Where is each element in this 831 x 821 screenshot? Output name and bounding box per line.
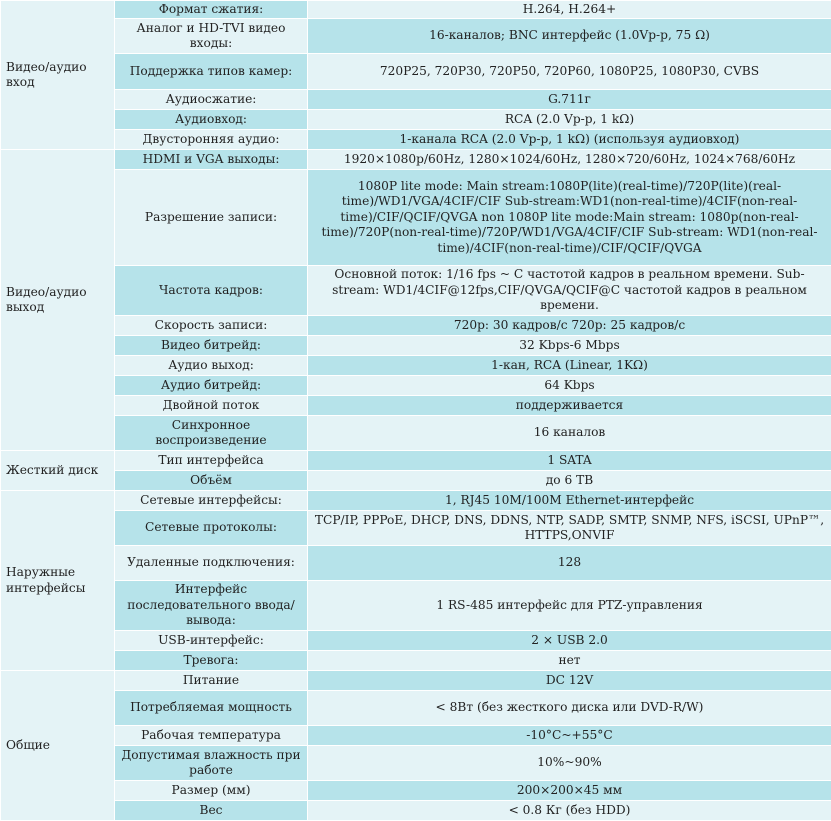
spec-value: 1 SATA xyxy=(308,451,831,471)
spec-value: < 8Вт (без жесткого диска или DVD-R/W) xyxy=(308,691,831,726)
spec-value: 16-каналов; BNC интерфейс (1.0Vp-p, 75 Ω) xyxy=(308,19,831,54)
spec-value: 720P25, 720P30, 720P50, 720P60, 1080P25, 1080P30, CVBS xyxy=(308,54,831,90)
spec-label: Формат сжатия: xyxy=(115,1,308,19)
spec-value: 1080P lite mode: Main stream:1080P(lite)(real-time)/720P(lite)(real-time)/WD1/VGA/4CIF/CIF Sub-stream:WD1(non-real-time)/4CIF(non-real-time)/CIF/QCIF/QVGA non 1080P lite mode:Main stream: 1080p(non-real-time)/720P(non-real-time)/720P/WD1/VGA/4CIF/CIF Sub-stream: WD1(non-real-time)/4CIF(non-real-time)/CIF/QCIF/QVGA xyxy=(308,170,831,266)
category-cell: Видео/аудио вход xyxy=(1,1,115,150)
spec-label: Потребляемая мощность xyxy=(115,691,308,726)
spec-label: Частота кадров: xyxy=(115,266,308,316)
category-cell: Жесткий диск xyxy=(1,451,115,491)
spec-label: Сетевые интерфейсы: xyxy=(115,491,308,511)
category-cell: Общие xyxy=(1,671,115,821)
spec-value: 200×200×45 мм xyxy=(308,781,831,801)
spec-value: 64 Kbps xyxy=(308,376,831,396)
spec-label: Удаленные подключения: xyxy=(115,546,308,581)
spec-label: Тревога: xyxy=(115,651,308,671)
spec-value: поддерживается xyxy=(308,396,831,416)
spec-value: 1-кан, RCA (Linear, 1KΩ) xyxy=(308,356,831,376)
spec-value: -10°C~+55°C xyxy=(308,726,831,746)
spec-label: Допустимая влажность при работе xyxy=(115,746,308,781)
spec-label: Поддержка типов камер: xyxy=(115,54,308,90)
spec-value: G.711г xyxy=(308,90,831,110)
spec-label: Размер (мм) xyxy=(115,781,308,801)
spec-label: Двусторонняя аудио: xyxy=(115,130,308,150)
spec-label: Аудиовход: xyxy=(115,110,308,130)
spec-label: Разрешение записи: xyxy=(115,170,308,266)
spec-value: 10%~90% xyxy=(308,746,831,781)
spec-label: Синхронное воспроизведение xyxy=(115,416,308,451)
spec-label: USB-интерфейс: xyxy=(115,631,308,651)
spec-value: 1920×1080p/60Hz, 1280×1024/60Hz, 1280×720/60Hz, 1024×768/60Hz xyxy=(308,150,831,170)
spec-label: Объём xyxy=(115,471,308,491)
spec-value: TCP/IP, PPPoE, DHCP, DNS, DDNS, NTP, SADP, SMTP, SNMP, NFS, iSCSI, UPnP™, HTTPS,ONVIF xyxy=(308,511,831,546)
spec-label: Аудио битрейд: xyxy=(115,376,308,396)
spec-value: 1-канала RCA (2.0 Vp-p, 1 kΩ) (используя аудиовход) xyxy=(308,130,831,150)
category-cell: Наружные интерфейсы xyxy=(1,491,115,671)
spec-label: Видео битрейд: xyxy=(115,336,308,356)
spec-value: 128 xyxy=(308,546,831,581)
spec-value: 720p: 30 кадров/с 720p: 25 кадров/с xyxy=(308,316,831,336)
spec-value: H.264, H.264+ xyxy=(308,1,831,19)
spec-value: 16 каналов xyxy=(308,416,831,451)
spec-value: до 6 TB xyxy=(308,471,831,491)
spec-value: 2 × USB 2.0 xyxy=(308,631,831,651)
spec-label: HDMI и VGA выходы: xyxy=(115,150,308,170)
spec-value: 1, RJ45 10M/100M Ethernet-интерфейс xyxy=(308,491,831,511)
spec-label: Аудиосжатие: xyxy=(115,90,308,110)
spec-value: Основной поток: 1/16 fps ~ С частотой кадров в реальном времени. Sub-stream: WD1/4CIF@12fps,CIF/QVGA/QCIF@C частотой кадров в реальном времени. xyxy=(308,266,831,316)
category-cell: Видео/аудио выход xyxy=(1,150,115,451)
spec-label: Аналог и HD-TVI видео входы: xyxy=(115,19,308,54)
spec-value: DC 12V xyxy=(308,671,831,691)
spec-value: нет xyxy=(308,651,831,671)
spec-value: 1 RS-485 интерфейс для PTZ-управления xyxy=(308,581,831,631)
spec-label: Питание xyxy=(115,671,308,691)
spec-value: < 0.8 Кг (без HDD) xyxy=(308,801,831,821)
spec-label: Аудио выход: xyxy=(115,356,308,376)
spec-value: 32 Kbps-6 Mbps xyxy=(308,336,831,356)
spec-label: Вес xyxy=(115,801,308,821)
spec-label: Сетевые протоколы: xyxy=(115,511,308,546)
spec-label: Двойной поток xyxy=(115,396,308,416)
spec-label: Рабочая температура xyxy=(115,726,308,746)
spec-label: Скорость записи: xyxy=(115,316,308,336)
spec-value: RCA (2.0 Vp-p, 1 kΩ) xyxy=(308,110,831,130)
spec-label: Тип интерфейса xyxy=(115,451,308,471)
spec-label: Интерфейс последовательного ввода/вывода: xyxy=(115,581,308,631)
